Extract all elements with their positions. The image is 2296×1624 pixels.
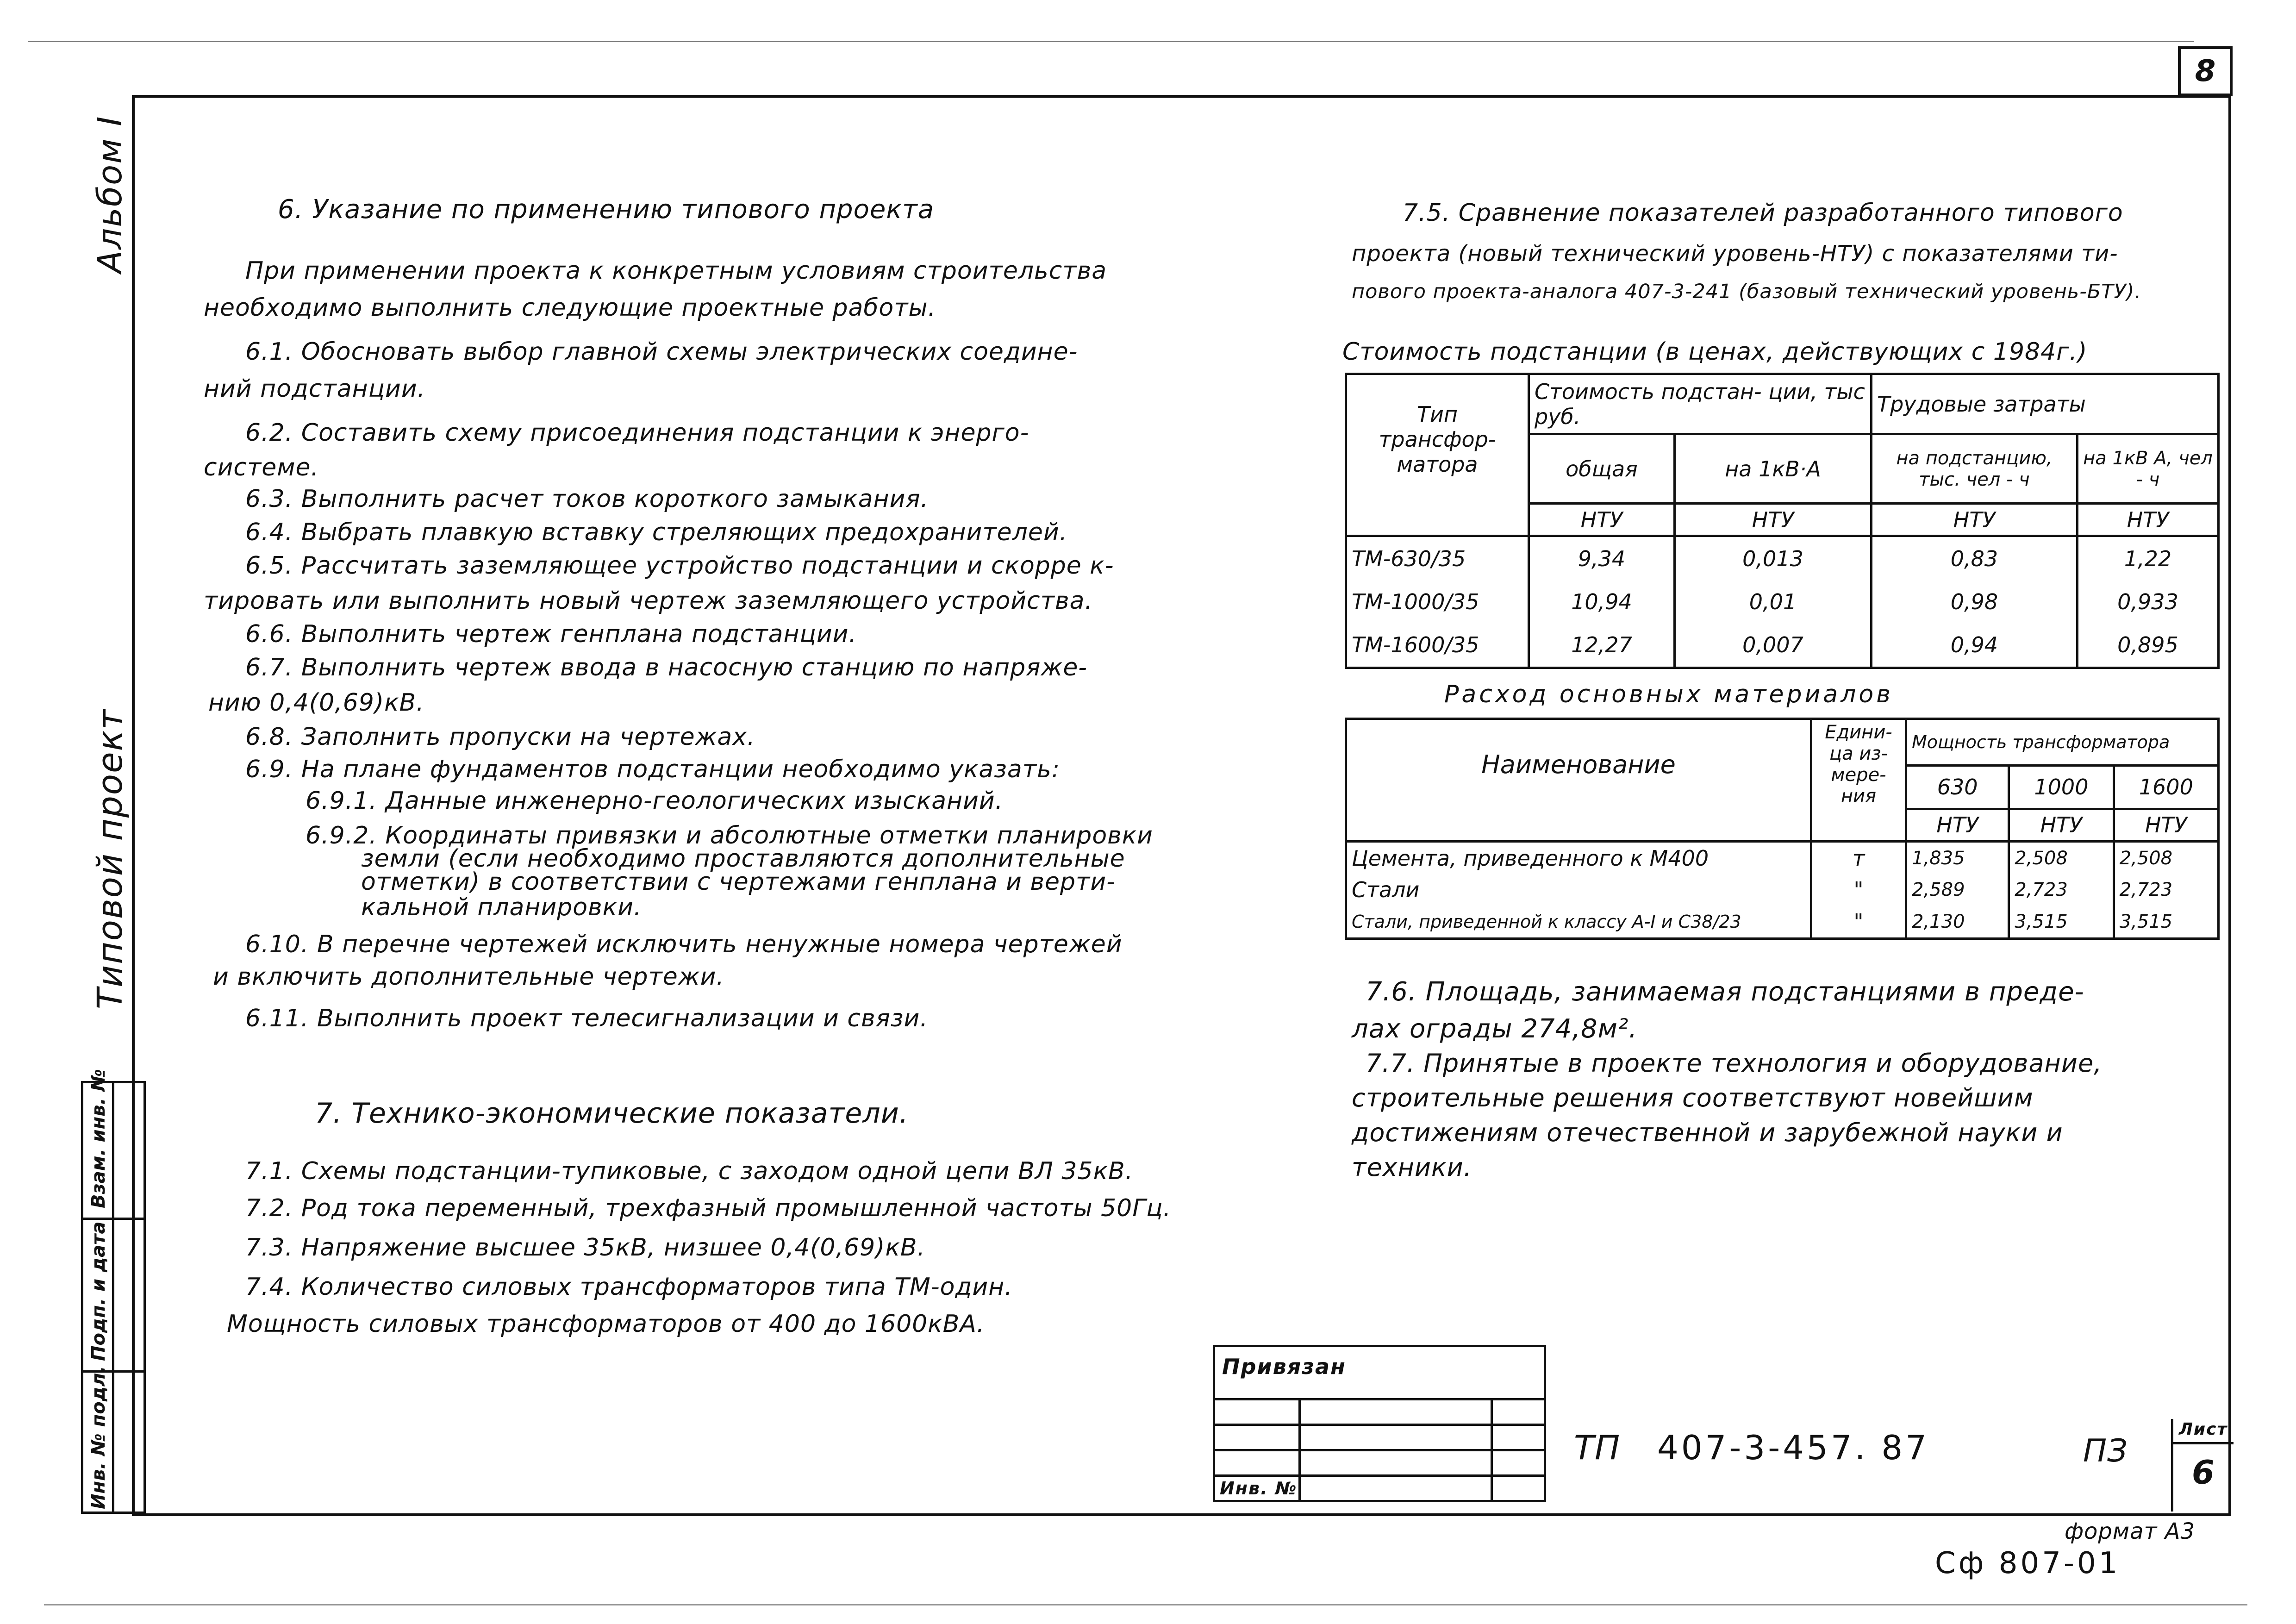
section-6-line: ний подстанции. — [204, 375, 426, 403]
section-6-line: 6.10. В перечне чертежей исключить ненужные номера чертежей — [245, 931, 1123, 958]
th-empty — [1811, 809, 1906, 841]
materials-table — [1345, 718, 2220, 940]
page-number: 8 — [2195, 54, 2216, 88]
cell-type: ТМ-630/35 — [1346, 536, 1529, 581]
th-total: общая — [1529, 434, 1675, 504]
cell-labor-kva: 0,895 — [2078, 623, 2219, 668]
cell-labor-kva: 1,22 — [2078, 536, 2219, 581]
sheet-top-edge — [28, 41, 2194, 42]
section-6-line: 6.5. Рассчитать заземляющее устройство подстанции и скорре к- — [245, 552, 1114, 580]
th-ntu: НТУ — [2078, 504, 2219, 536]
section-6-line: 6.1. Обосновать выбор главной схемы электрических соедине- — [245, 338, 1078, 366]
th-name: Наименование — [1346, 719, 1811, 809]
section-6-line: 6.6. Выполнить чертеж генплана подстанции. — [245, 620, 857, 648]
section-6-line: 6.7. Выполнить чертеж ввода в насосную станцию по напряже- — [245, 654, 1088, 681]
format-label: формат А3 — [2065, 1518, 2196, 1544]
stamp-row-line — [83, 1218, 144, 1220]
section-6-line: земли (если необходимо проставляются дополнительные — [361, 845, 1125, 873]
cell-unit: т — [1811, 841, 1906, 874]
table-row — [1346, 536, 2219, 581]
th-labor: Трудовые затраты — [1872, 374, 2219, 434]
section-6-line: 6.3. Выполнить расчет токов короткого замыкания. — [245, 485, 929, 513]
sheet-number: 6 — [2192, 1454, 2215, 1492]
table-row — [1346, 581, 2219, 624]
section-77-line: техники. — [1352, 1153, 1472, 1182]
cell-total: 10,94 — [1529, 581, 1675, 624]
section-75-line: проекта (новый технический уровень-НТУ) с показателями ти- — [1352, 241, 2118, 267]
cell-per-kva: 0,007 — [1675, 623, 1872, 668]
section-6-line: 6.2. Составить схему присоединения подстанции к энерго- — [245, 419, 1029, 447]
project-type-label: Типовой проект — [90, 708, 130, 1009]
th-empty — [1346, 809, 1811, 841]
th-1600: 1600 — [2114, 765, 2218, 809]
page-number-box — [2178, 46, 2233, 96]
cell-v2: 2,508 — [2009, 841, 2114, 874]
table-row — [1346, 623, 2219, 668]
section-7-line: Мощность силовых трансформаторов от 400 до 1600кВА. — [227, 1310, 985, 1338]
cost-table-caption: Стоимость подстанции (в ценах, действующих с 1984г.) — [1342, 338, 2088, 366]
margin-stamp — [81, 1069, 146, 1514]
th-type — [1346, 374, 1529, 504]
cell-unit: " — [1811, 874, 1906, 906]
cell-v1: 2,130 — [1906, 906, 2009, 938]
cell-v2: 3,515 — [2009, 906, 2114, 938]
section-6-line: отметки) в соответствии с чертежами генплана и верти- — [361, 868, 1116, 896]
form-code: Сф 807-01 — [1935, 1546, 2121, 1580]
table-row — [1346, 874, 2219, 906]
section-76-line: 7.6. Площадь, занимаемая подстанциями в преде- — [1366, 977, 2084, 1007]
section-77-line: строительные решения соответствуют новейшим — [1352, 1083, 2034, 1112]
cell-v1: 1,835 — [1906, 841, 2009, 874]
section-6-heading: 6. Указание по применению типового проекта — [278, 194, 935, 225]
section-6-line: 6.9. На плане фундаментов подстанции необходимо указать: — [245, 756, 1061, 783]
attachment-block — [1213, 1345, 1546, 1502]
section-6-line: и включить дополнительные чертежи. — [213, 963, 724, 991]
stamp-separator — [112, 1083, 114, 1512]
th-per-kva: на 1кВ·А — [1675, 434, 1872, 504]
inv-no-label: Инв. № — [1220, 1478, 1298, 1499]
cell-v1: 2,589 — [1906, 874, 2009, 906]
section-7-line: 7.2. Род тока переменный, трехфазный промышленной частоты 50Гц. — [245, 1194, 1172, 1222]
section-6-line: нию 0,4(0,69)кВ. — [208, 689, 424, 717]
sheet-bottom-edge — [44, 1604, 2247, 1605]
cell-per-kva: 0,01 — [1675, 581, 1872, 624]
stamp-text-replace: Взам. инв. № — [88, 1069, 109, 1208]
section-6-line: При применении проекта к конкретным условиям строительства — [245, 257, 1107, 285]
block-row-line — [1215, 1398, 1544, 1400]
section-6-line: 6.11. Выполнить проект телесигнализации и связи. — [245, 1005, 928, 1032]
th-1000: 1000 — [2009, 765, 2114, 809]
section-7-line: 7.1. Схемы подстанции-тупиковые, с заходом одной цепи ВЛ 35кВ. — [245, 1157, 1134, 1185]
th-power: Мощность трансформатора — [1906, 719, 2219, 766]
th-630: 630 — [1906, 765, 2009, 809]
section-6-line: 6.4. Выбрать плавкую вставку стреляющих предохранителей. — [245, 518, 1068, 546]
section-77-line: 7.7. Принятые в проекте технология и оборудование, — [1366, 1049, 2103, 1078]
th-ntu: НТУ — [1906, 809, 2009, 841]
th-ntu: НТУ — [1675, 504, 1872, 536]
cell-v3: 2,723 — [2114, 874, 2218, 906]
privyazan-label: Привязан — [1222, 1354, 1346, 1379]
th-ntu: НТУ — [1872, 504, 2078, 536]
section-75-line: 7.5. Сравнение показателей разработанного типового — [1403, 199, 2123, 227]
th-cost: Стоимость подстан- ции, тыс руб. — [1529, 374, 1872, 434]
stamp-text-sign: Подп. и дата — [88, 1221, 109, 1361]
cell-labor-sub: 0,98 — [1872, 581, 2078, 624]
cell-v3: 3,515 — [2114, 906, 2218, 938]
section-6-line: 6.8. Заполнить пропуски на чертежах. — [245, 723, 755, 751]
stamp-text-inv: Инв. № подл. — [88, 1366, 109, 1509]
album-label: Альбом I — [90, 115, 129, 273]
th-empty — [1346, 504, 1529, 536]
cell-v2: 2,723 — [2009, 874, 2114, 906]
table-row — [1346, 841, 2219, 874]
th-type-3: матора — [1397, 451, 1478, 477]
cell-labor-sub: 0,83 — [1872, 536, 2078, 581]
block-row-line — [1215, 1449, 1544, 1451]
cell-type: ТМ-1600/35 — [1346, 623, 1529, 668]
block-col-line — [1491, 1400, 1493, 1500]
section-76-line: лах ограды 274,8м². — [1352, 1014, 1638, 1044]
cell-type: ТМ-1000/35 — [1346, 581, 1529, 624]
cell-unit: " — [1811, 906, 1906, 938]
tp-label: ТП — [1574, 1428, 1621, 1467]
cell-total: 12,27 — [1529, 623, 1675, 668]
cell-labor-sub: 0,94 — [1872, 623, 2078, 668]
section-75-line: пового проекта-аналога 407-3-241 (базовый технический уровень-БТУ). — [1352, 280, 2142, 303]
cell-name: Стали — [1346, 874, 1811, 906]
cell-name: Стали, приведенной к классу А-I и С38/23 — [1346, 906, 1811, 938]
materials-table-caption: Расход основных материалов — [1444, 681, 1893, 708]
cost-table — [1345, 373, 2220, 669]
block-row-line — [2173, 1442, 2234, 1444]
th-labor-sub: на подстанцию, тыс. чел - ч — [1872, 434, 2078, 504]
project-code: 407-3-457. 87 — [1657, 1428, 1930, 1467]
section-77-line: достижениям отечественной и зарубежной науки и — [1352, 1118, 2063, 1147]
th-type-1: Тип — [1416, 401, 1458, 427]
th-unit: Едини- ца из- мере- ния — [1811, 719, 1906, 809]
pz-label: ПЗ — [2083, 1433, 2128, 1469]
sheet-label: Лист — [2179, 1420, 2228, 1439]
th-ntu: НТУ — [1529, 504, 1675, 536]
section-6-line: тировать или выполнить новый чертеж заземляющего устройства. — [204, 587, 1093, 615]
sheet-number-box — [2171, 1419, 2234, 1512]
section-6-line: системе. — [204, 454, 319, 481]
section-7-line: 7.4. Количество силовых трансформаторов типа ТМ-один. — [245, 1273, 1013, 1301]
section-6-line: 6.9.1. Данные инженерно-геологических изысканий. — [306, 787, 1004, 815]
section-6-line: кальной планировки. — [361, 893, 642, 921]
cell-name: Цемента, приведенного к М400 — [1346, 841, 1811, 874]
section-7-line: 7.3. Напряжение высшее 35кВ, низшее 0,4(0,69)кВ. — [245, 1234, 926, 1262]
table-row — [1346, 906, 2219, 938]
section-6-line: необходимо выполнить следующие проектные работы. — [204, 294, 936, 322]
th-type-2: трансфор- — [1379, 426, 1496, 452]
section-6-line: 6.9.2. Координаты привязки и абсолютные отметки планировки — [306, 822, 1153, 849]
th-labor-kva: на 1кВ А, чел - ч — [2078, 434, 2219, 504]
cell-per-kva: 0,013 — [1675, 536, 1872, 581]
block-col-line — [1298, 1400, 1301, 1500]
cell-v3: 2,508 — [2114, 841, 2218, 874]
cell-labor-kva: 0,933 — [2078, 581, 2219, 624]
section-7-heading: 7. Технико-экономические показатели. — [315, 1097, 909, 1130]
block-row-line — [1215, 1424, 1544, 1426]
cell-total: 9,34 — [1529, 536, 1675, 581]
th-ntu: НТУ — [2114, 809, 2218, 841]
th-ntu: НТУ — [2009, 809, 2114, 841]
block-row-line — [1215, 1474, 1544, 1477]
